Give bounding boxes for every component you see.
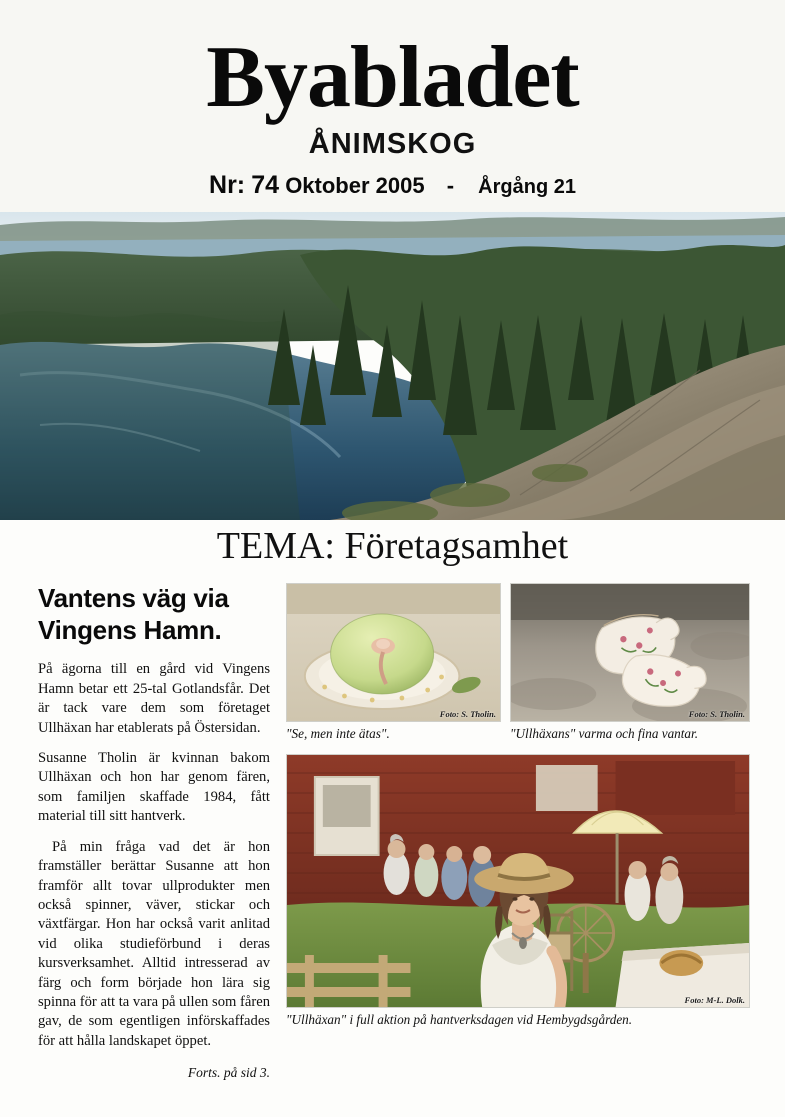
craft-day-photo-caption: "Ullhäxan" i full aktion på hantverksdagen vid Hembygdsgården. [286,1012,633,1027]
issue-separator: - [446,173,457,198]
cake-photo-credit: Foto: S. Tholin. [439,709,496,719]
issue-volume: Årgång 21 [478,176,576,198]
masthead [0,0,785,212]
cover-photo [0,195,785,520]
article-paragraph-3: På min fråga vad det är hon framställer berättar Susanne att hon framför allt tovar ullprodukter men också spinner, väver, stickar och växtfärgar. Hon har också varit anlitad vid olika studieförbund i deras kursverksamhet. Alltid intresserad av färg och form började hon lära sig spinna för att ta vara på ullen som fåren gav, de som egentligen införskaffades för att hålla landskapet öppet. [38,838,270,1049]
article-column [38,583,270,1081]
article-paragraph-1: På ägorna till en gård vid Vingens Hamn betar ett 25-tal Gotlandsfår. Det är tack vare dem som företaget Ullhäxan har etablerats på Östersidan. [38,661,270,736]
craft-day-photo-credit: Foto: M-L. Dolk. [684,995,745,1005]
issue-number: 74 [251,171,280,199]
cake-photo-illustration [287,584,500,721]
craft-day-photo [286,754,750,1008]
cover-photo-illustration [0,195,785,520]
issue-line [0,171,785,200]
photo-unit-cake [286,583,501,742]
issue-date: Oktober 2005 [285,173,425,198]
issue-prefix: Nr: [209,171,246,199]
article-paragraph-2: Susanne Tholin är kvinnan bakom Ullhäxan och hon har genom fären, som familjen skaffade 1984, fått material till sitt hantverk. [38,750,270,825]
photo-row-top [286,583,750,742]
mittens-photo [510,583,750,722]
theme-heading: TEMA: Företagsamhet [216,525,569,567]
article-headline: Vantens väg via Vingens Hamn. [38,583,229,645]
craft-day-photo-illustration [287,755,749,1007]
publication-subtitle: ÅNIMSKOG [308,128,477,160]
mittens-photo-illustration [511,584,749,721]
article-continued-note: Forts. på sid 3. [187,1065,270,1081]
photo-unit-mittens [510,583,750,742]
photo-column [286,583,750,1028]
mittens-photo-caption: "Ullhäxans" varma och fina vantar. [510,726,698,741]
mittens-photo-credit: Foto: S. Tholin. [688,709,745,719]
cake-photo-caption: "Se, men inte ätas". [286,726,390,741]
photo-unit-craft-day [286,754,750,1028]
publication-title: Byabladet [206,29,579,126]
cake-photo [286,583,501,722]
